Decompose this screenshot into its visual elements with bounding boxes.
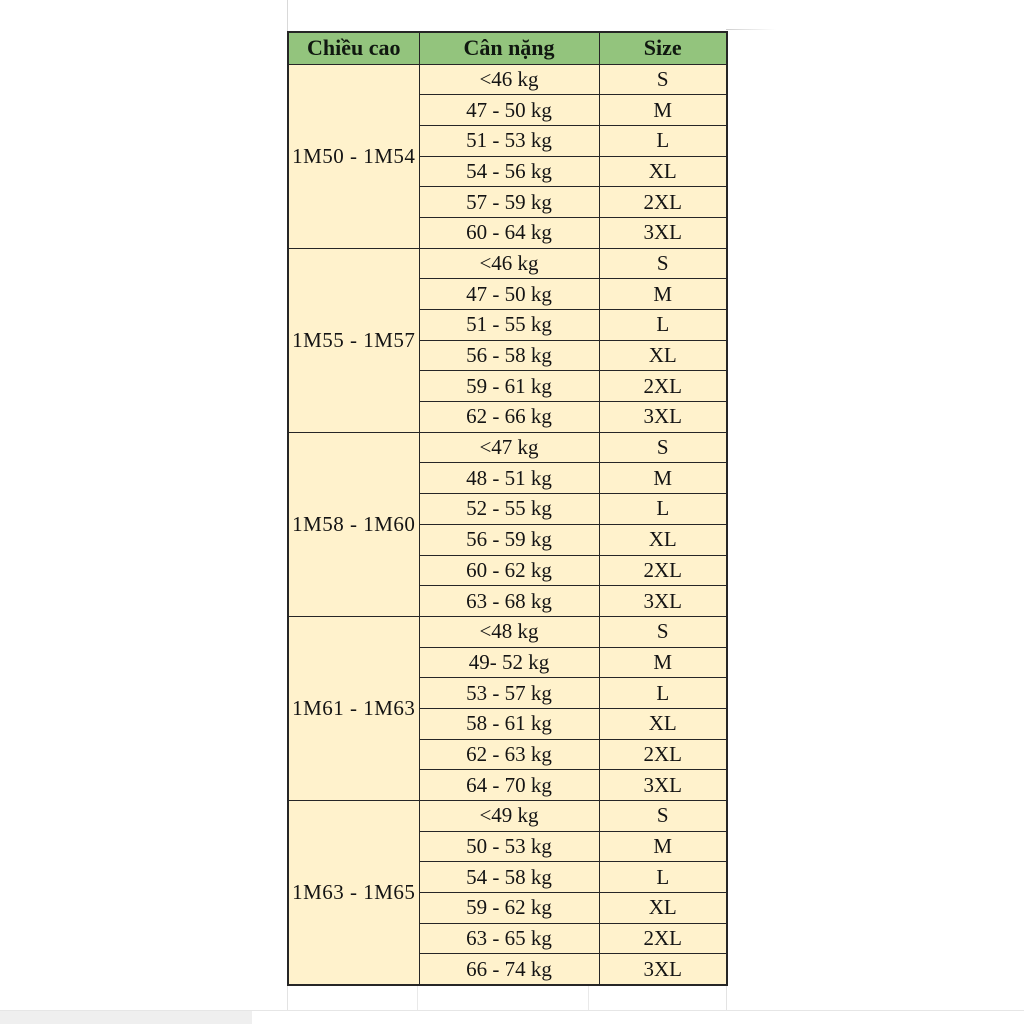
weight-cell: 62 - 66 kg: [419, 402, 599, 433]
weight-cell: 56 - 59 kg: [419, 524, 599, 555]
weight-cell: 62 - 63 kg: [419, 739, 599, 770]
size-cell: M: [599, 279, 727, 310]
size-cell: XL: [599, 156, 727, 187]
size-cell: 2XL: [599, 923, 727, 954]
table-row: [288, 432, 727, 463]
header-height: Chiều cao: [288, 32, 419, 64]
size-cell: M: [599, 463, 727, 494]
weight-cell: 54 - 56 kg: [419, 156, 599, 187]
gridline-vertical-above-table: [287, 0, 288, 31]
weight-cell: 58 - 61 kg: [419, 708, 599, 739]
size-chart-body: [288, 64, 727, 985]
size-cell: XL: [599, 340, 727, 371]
size-cell: 2XL: [599, 187, 727, 218]
size-cell: M: [599, 831, 727, 862]
weight-cell: <46 kg: [419, 64, 599, 95]
weight-cell: 49- 52 kg: [419, 647, 599, 678]
gridline-vertical-below-table: [726, 984, 727, 1011]
table-row: [288, 248, 727, 279]
weight-cell: 47 - 50 kg: [419, 279, 599, 310]
gridline-bottom-left-shade: [0, 1011, 252, 1024]
weight-cell: <46 kg: [419, 248, 599, 279]
size-cell: L: [599, 494, 727, 525]
size-cell: L: [599, 125, 727, 156]
size-cell: S: [599, 248, 727, 279]
weight-cell: <49 kg: [419, 801, 599, 832]
height-group-cell: 1M61 - 1M63: [288, 616, 419, 800]
weight-cell: 52 - 55 kg: [419, 494, 599, 525]
weight-cell: 50 - 53 kg: [419, 831, 599, 862]
size-cell: L: [599, 678, 727, 709]
weight-cell: <48 kg: [419, 616, 599, 647]
height-group-cell: 1M58 - 1M60: [288, 432, 419, 616]
size-cell: M: [599, 95, 727, 126]
weight-cell: 64 - 70 kg: [419, 770, 599, 801]
weight-cell: 63 - 68 kg: [419, 586, 599, 617]
size-cell: S: [599, 801, 727, 832]
size-cell: 3XL: [599, 770, 727, 801]
size-cell: XL: [599, 708, 727, 739]
size-cell: 2XL: [599, 371, 727, 402]
size-cell: L: [599, 862, 727, 893]
weight-cell: 60 - 64 kg: [419, 217, 599, 248]
size-cell: S: [599, 616, 727, 647]
table-row: [288, 64, 727, 95]
size-cell: M: [599, 647, 727, 678]
weight-cell: 53 - 57 kg: [419, 678, 599, 709]
weight-cell: <47 kg: [419, 432, 599, 463]
header-size: Size: [599, 32, 727, 64]
size-cell: S: [599, 64, 727, 95]
weight-cell: 59 - 62 kg: [419, 893, 599, 924]
weight-cell: 57 - 59 kg: [419, 187, 599, 218]
weight-cell: 66 - 74 kg: [419, 954, 599, 985]
size-cell: L: [599, 310, 727, 341]
gridline-horizontal-top-right: [726, 29, 776, 30]
size-cell: 3XL: [599, 402, 727, 433]
size-cell: 2XL: [599, 739, 727, 770]
height-group-cell: 1M55 - 1M57: [288, 248, 419, 432]
weight-cell: 48 - 51 kg: [419, 463, 599, 494]
weight-cell: 59 - 61 kg: [419, 371, 599, 402]
header-weight: Cân nặng: [419, 32, 599, 64]
weight-cell: 63 - 65 kg: [419, 923, 599, 954]
gridline-vertical-below-table: [417, 984, 418, 1011]
weight-cell: 51 - 53 kg: [419, 125, 599, 156]
gridline-vertical-below-table: [588, 984, 589, 1011]
weight-cell: 60 - 62 kg: [419, 555, 599, 586]
weight-cell: 56 - 58 kg: [419, 340, 599, 371]
height-group-cell: 1M63 - 1M65: [288, 801, 419, 985]
header-row: [288, 32, 727, 64]
size-chart-table: [287, 31, 728, 986]
table-row: [288, 801, 727, 832]
height-group-cell: 1M50 - 1M54: [288, 64, 419, 248]
size-cell: S: [599, 432, 727, 463]
weight-cell: 54 - 58 kg: [419, 862, 599, 893]
table-row: [288, 616, 727, 647]
gridline-vertical-below-table: [287, 984, 288, 1011]
size-cell: XL: [599, 524, 727, 555]
size-cell: 3XL: [599, 586, 727, 617]
size-cell: 3XL: [599, 954, 727, 985]
size-cell: 3XL: [599, 217, 727, 248]
size-cell: 2XL: [599, 555, 727, 586]
size-cell: XL: [599, 893, 727, 924]
weight-cell: 47 - 50 kg: [419, 95, 599, 126]
weight-cell: 51 - 55 kg: [419, 310, 599, 341]
